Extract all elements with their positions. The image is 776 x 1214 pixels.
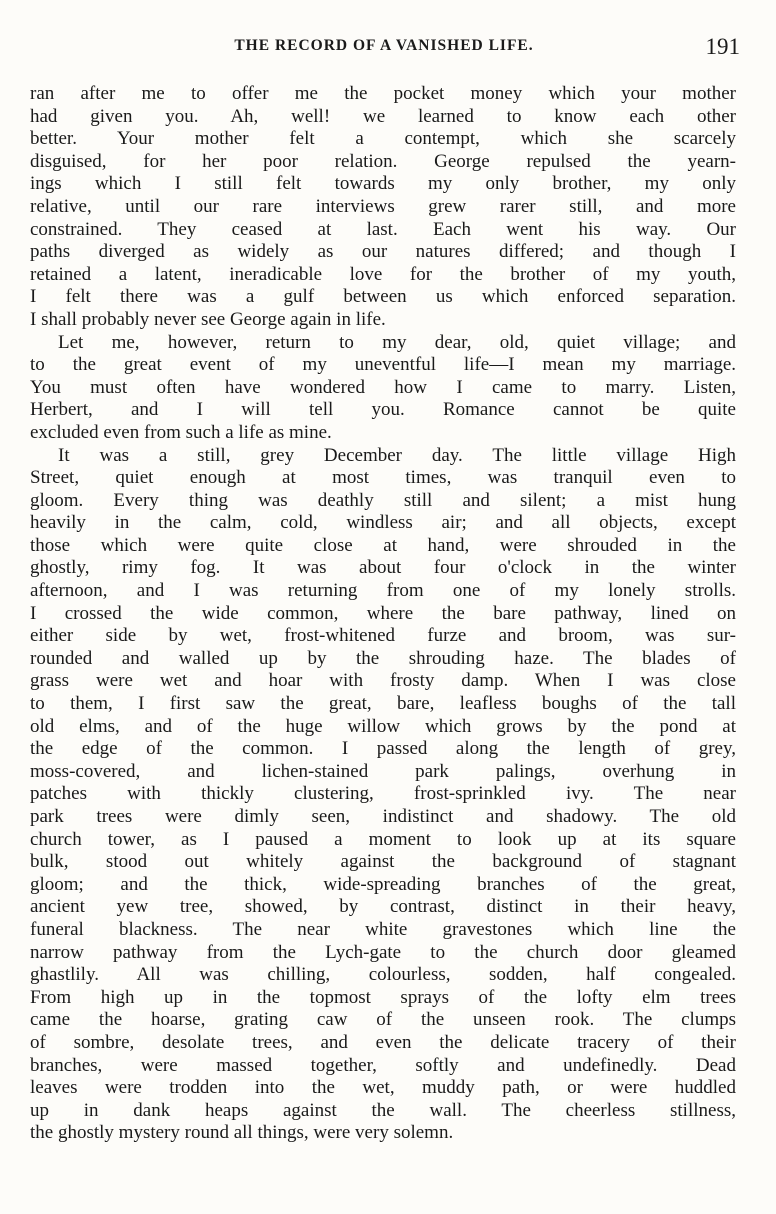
text-line: retained a latent, ineradicable love for the brother of my youth, <box>30 263 736 285</box>
text-line: old elms, and of the huge willow which grows by the pond at <box>30 715 736 737</box>
text-line: to the great event of my uneventful life—I mean my marriage. <box>30 354 736 376</box>
text-line: ghastlily. All was chilling, colourless, sodden, half congealed. <box>30 964 736 986</box>
text-line: of sombre, desolate trees, and even the delicate tracery of their <box>30 1031 736 1053</box>
text-line: Street, quiet enough at most times, was tranquil even to <box>30 467 736 489</box>
text-line: disguised, for her poor relation. George repulsed the yearn- <box>30 150 736 172</box>
text-line: excluded even from such a life as mine. <box>30 421 332 443</box>
text-line: I felt there was a gulf between us which enforced separation. <box>30 286 736 308</box>
text-line: From high up in the topmost sprays of the lofty elm trees <box>30 986 736 1008</box>
text-line: ancient yew tree, showed, by contrast, distinct in their heavy, <box>30 896 736 918</box>
text-line: It was a still, grey December day. The little village High <box>58 444 736 466</box>
text-line: constrained. They ceased at last. Each went his way. Our <box>30 218 736 240</box>
text-line: You must often have wondered how I came to marry. Listen, <box>30 376 736 398</box>
text-line: to them, I first saw the great, bare, leafless boughs of the tall <box>30 693 736 715</box>
text-line: moss-covered, and lichen-stained park palings, overhung in <box>30 760 736 782</box>
text-line: ghostly, rimy fog. It was about four o'clock in the winter <box>30 557 736 579</box>
text-line: bulk, stood out whitely against the background of stagnant <box>30 851 736 873</box>
text-line: ran after me to offer me the pocket money which your mother <box>30 83 736 104</box>
text-line: I shall probably never see George again in life. <box>30 308 386 330</box>
text-line: the ghostly mystery round all things, were very solemn. <box>30 1122 454 1144</box>
text-line: Let me, however, return to my dear, old, quiet village; and <box>58 331 736 353</box>
text-line: either side by wet, frost-whitened furze and broom, was sur- <box>30 625 736 647</box>
text-line: paths diverged as widely as our natures differed; and though I <box>30 241 736 263</box>
text-line: up in dank heaps against the wall. The cheerless stillness, <box>30 1099 736 1121</box>
text-line: gloom. Every thing was deathly still and silent; a mist hung <box>30 489 736 511</box>
text-line: branches, were massed together, softly and undefinedly. Dead <box>30 1054 736 1076</box>
body-text <box>30 83 736 1145</box>
text-line: narrow pathway from the Lych-gate to the church door gleamed <box>30 941 736 963</box>
paragraph <box>30 332 736 445</box>
running-title: THE RECORD OF A VANISHED LIFE. <box>234 37 534 54</box>
text-line: better. Your mother felt a contempt, which she scarcely <box>30 128 736 150</box>
text-line: relative, until our rare interviews grew rarer still, and more <box>30 195 736 217</box>
paragraph <box>30 83 736 332</box>
text-line: patches with thickly clustering, frost-sprinkled ivy. The near <box>30 783 736 805</box>
text-line: ings which I still felt towards my only brother, my only <box>30 173 736 195</box>
text-line: leaves were trodden into the wet, muddy path, or were huddled <box>30 1077 736 1099</box>
text-line: Herbert, and I will tell you. Romance cannot be quite <box>30 399 736 421</box>
page-header <box>28 34 740 64</box>
page-number: 191 <box>705 34 740 59</box>
text-line: heavily in the calm, cold, windless air; and all objects, except <box>30 512 736 534</box>
text-line: I crossed the wide common, where the bare pathway, lined on <box>30 602 736 624</box>
text-line: rounded and walled up by the shrouding haze. The blades of <box>30 647 736 669</box>
text-line: had given you. Ah, well! we learned to know each other <box>30 105 736 127</box>
text-line: grass were wet and hoar with frosty damp. When I was close <box>30 670 736 692</box>
text-line: park trees were dimly seen, indistinct and shadowy. The old <box>30 806 736 827</box>
text-line: afternoon, and I was returning from one of my lonely strolls. <box>30 580 736 602</box>
paragraph <box>30 445 736 1145</box>
text-line: church tower, as I paused a moment to look up at its square <box>30 828 736 850</box>
text-line: the edge of the common. I passed along the length of grey, <box>30 738 736 760</box>
text-line: those which were quite close at hand, were shrouded in the <box>30 534 736 556</box>
text-line: came the hoarse, grating caw of the unseen rook. The clumps <box>30 1009 736 1031</box>
text-line: gloom; and the thick, wide-spreading branches of the great, <box>30 873 736 895</box>
text-line: funeral blackness. The near white gravestones which line the <box>30 918 736 940</box>
